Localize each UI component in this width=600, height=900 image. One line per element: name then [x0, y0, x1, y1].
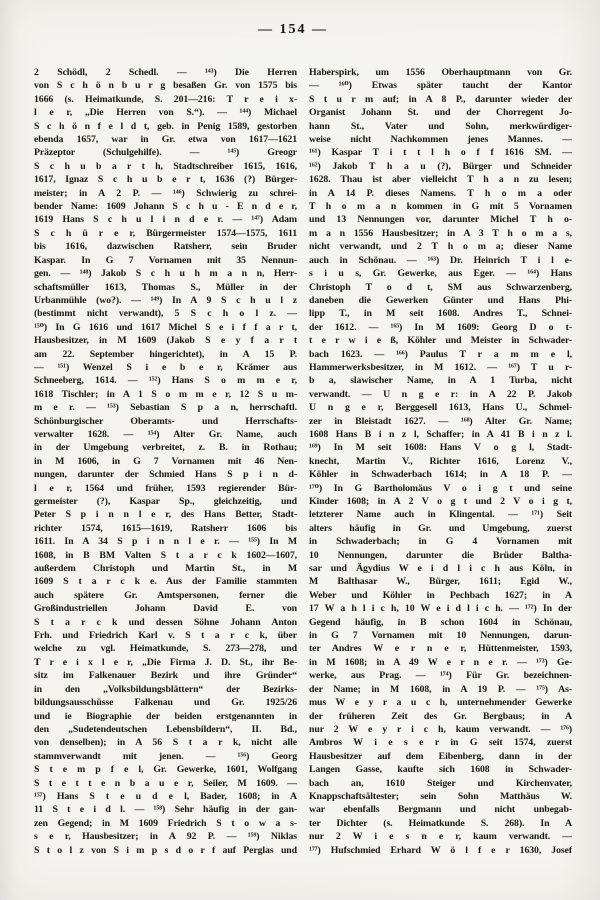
- text-line: weise nicht Nachkommen jenes Mannes. —: [309, 134, 572, 146]
- text-line: in G 7 Vornamen mit 10 Nennungen, darun-: [309, 630, 572, 642]
- text-line: in M 1608; in A 49 W e r n e r. — ¹⁷³) Ge-: [309, 656, 572, 668]
- text-line: Organist Johann St. und der Chorregent Jo-: [309, 107, 572, 119]
- text-line: 1608 Hans B i n z l, Schaffer; in A 41 B i n z l.: [309, 428, 572, 440]
- text-line: zer in Bleistadt 1627. — ¹⁶⁸) Alter Gr. Name;: [309, 415, 572, 427]
- text-line: Hausbesitzer, in M 1609 (Jakob S e y f a r t: [34, 335, 297, 347]
- text-line: nicht verwandt, und 2 T h o m a; dieser Name: [309, 241, 572, 253]
- text-line: S c h ö n f e l d t, geb. in Penig 1589, gestorben: [34, 120, 297, 132]
- text-line: Großindustriellen Johann David E. von: [34, 603, 297, 615]
- text-line: werke, aus Prag. — ¹⁷⁴) Für Gr. bezeichnen-: [309, 670, 572, 682]
- text-line: ¹⁵⁰) In G 1616 und 1617 Michel S e i f f a r t,: [34, 321, 297, 333]
- text-line: 1666 (s. Heimatkunde, S. 201—216: T r e i x-: [34, 93, 297, 105]
- left-column: [34, 66, 297, 857]
- text-line: U n g e r, Berggesell 1613, Hans U., Schmel-: [309, 402, 572, 414]
- text-line: Hammerwerksbesitzer, in M 1612. — ¹⁶⁷) T u r-: [309, 361, 572, 373]
- text-line: Schönburgischer Oberamts- und Herrschafts-: [34, 415, 297, 427]
- text-line: war ebenfalls Bergmann und nicht unbegab-: [309, 804, 572, 816]
- text-line: ¹⁶¹) Kaspar T i t t l h o f f 1616 SM. —: [309, 147, 572, 159]
- text-line: S c h ü r e r, Bürgermeister 1574—1575, 1611: [34, 227, 297, 239]
- text-line: germeister (?), Kaspar Sp., gleichzeitig, und: [34, 496, 297, 507]
- text-line: meister; in A 2 P. — ¹⁴⁶) Schwierig zu schrei-: [34, 187, 297, 199]
- text-line: den „Sudetendeutschen Lebensbildern“, II. Bd.,: [34, 723, 297, 735]
- text-line: Präzeptor (Schulgehilfe). — ¹⁴⁵) Greogr: [34, 147, 297, 159]
- text-line: — ¹⁶⁰) Etwas später taucht der Kantor: [309, 80, 572, 92]
- text-line: 1617, Ignaz S c h u b e r t, 1636 (?) Bürger-: [34, 174, 297, 186]
- text-line: in den „Volksbildungsblättern“ der Bezirks-: [34, 683, 297, 695]
- text-line: Peter S p i n n l e r, des Hans Better, Stadt-: [34, 509, 297, 521]
- text-line: welche zu vgl. Heimatkunde, S. 273—278, und: [34, 643, 297, 655]
- text-line: der 1612. — ¹⁶⁵) In M 1609: Georg D o t-: [309, 321, 572, 333]
- text-line: Gegend häufig, in B schon 1604 in Schönau,: [309, 616, 572, 628]
- text-line: Kinder 1608; in A 2 V o g t und 2 V o i g t,: [309, 496, 572, 507]
- text-line: auch in Schönau. — ¹⁶³) Dr. Heinrich T i l e-: [309, 254, 572, 266]
- text-line: 1609 S t a r c k e. Aus der Familie stammten: [34, 576, 297, 588]
- text-line: Weber und Köhler in Pechbach 1627; in A: [309, 589, 572, 601]
- right-column: [309, 66, 572, 857]
- text-line: verwalter 1628. — ¹⁵⁴) Alter Gr. Name, auch: [34, 428, 297, 440]
- text-line: s i u s, Gr. Gewerke, aus Eger. — ¹⁶⁴) Hans: [309, 268, 572, 280]
- text-line: in A 14 P. dieses Namens. T h o m a oder: [309, 187, 572, 199]
- text-line: 1619 Hans S c h u l i n d e r. — ¹⁴⁷) Adam: [34, 214, 297, 226]
- text-line: ¹⁶²) Jakob T h a u (?), Bürger und Schneider: [309, 160, 572, 172]
- text-line: S t u r m auf; in A 8 P., darunter wieder der: [309, 93, 572, 105]
- text-line: S t a r c k und dessen Söhne Johann Anton: [34, 616, 297, 628]
- text-line: 1611. In A 34 S p i n n l e r. — ¹⁵⁵) In M: [34, 536, 297, 548]
- text-line: bender Name: 1609 Johann S c h u - E n d e r,: [34, 201, 297, 213]
- text-line: Ambros W i e s e r in G seit 1574, zuerst: [309, 737, 572, 749]
- text-line: letzterer Name auch in Klingental. — ¹⁷¹) Seit: [309, 509, 572, 521]
- text-line: und ie Biographie der beiden erstgenannten in: [34, 710, 297, 722]
- text-line: Christoph T o d t, SM aus Schwarzenberg,: [309, 281, 572, 293]
- text-line: M Balthasar W., Bürger, 1611; Egid W.,: [309, 576, 572, 588]
- text-line: in Schwaderbach; in G 4 Vornamen mit: [309, 536, 572, 548]
- text-line: gen. — ¹⁴⁸) Jakob S c h u h m a n n, Herr-: [34, 268, 297, 280]
- text-line: (bestimmt nicht verwandt), 5 S c h o l z. —: [34, 308, 297, 320]
- text-line: auch spätere Gr. Amtspersonen, ferner die: [34, 589, 297, 601]
- text-line: ter Dichter (s. Heimatkunde S. 268). In A: [309, 817, 572, 829]
- text-line: 1618 Tischler; in A 1 S o m m e r, 12 S u m-: [34, 388, 297, 400]
- text-line: Langen Gasse, kaufte sich 1608 in Schwader-: [309, 764, 572, 776]
- text-line: ¹⁵⁷) Hans S t e u d e l, Bader, 1608; in A: [34, 790, 297, 802]
- text-line: bach an, 1610 Steiger und Kirchenvater,: [309, 777, 572, 789]
- text-line: 1608, in B BM Valten S t a r c k 1602—1607,: [34, 549, 297, 561]
- text-line: sitz im Falkenauer Bezirk und ihre Gründer“: [34, 670, 297, 682]
- text-line: und 13 Nennungen vor, darunter Michel T h o-: [309, 214, 572, 226]
- text-line: sar und Ägydius W e i d l i c h aus Köln, in: [309, 563, 572, 575]
- text-line: stammverwandt mit jenen. — ¹⁵⁶) Georg: [34, 750, 297, 762]
- text-line: knecht, Martin V., Richter 1616, Lorenz V.,: [309, 455, 572, 467]
- text-line: ¹⁷⁰) In G Bartholomäus V o i g t und seine: [309, 482, 572, 494]
- text-line: S t o l z von S i m p s d o r f auf Perglas und: [34, 844, 297, 856]
- text-line: bach 1623. — ¹⁶⁶) Paulus T r a m m e l,: [309, 348, 572, 360]
- text-line: S t e t t e n b a u e r, Seiler, M 1609. —: [34, 777, 297, 789]
- text-line: 10 Nennungen, darunter die Brüder Baltha-: [309, 549, 572, 561]
- text-line: T r e i x l e r, „Die Firma J. D. St., ihr Be-: [34, 656, 297, 668]
- text-line: — ¹⁵¹) Wenzel S i e b e r, Krämer aus: [34, 361, 297, 373]
- text-line: nur 2 W i e s n e r, kaum verwandt. —: [309, 831, 572, 843]
- text-line: m a n 1556 Hausbesitzer; in A 3 T h o m a s,: [309, 227, 572, 239]
- text-line: verwandt. — U n g e r: in A 22 P. Jakob: [309, 388, 572, 400]
- text-line: 11 S t e i d l. — ¹⁵⁸) Sehr häufig in der gan-: [34, 804, 297, 816]
- text-line: außerdem Christoph und Martin St., in M: [34, 563, 297, 575]
- text-line: lipp T., in M seit 1608. Andres T., Schnei-: [309, 308, 572, 320]
- text-line: zen Gegend; in M 1609 Friedrich S t o w a s-: [34, 817, 297, 829]
- text-line: S c h u b a r t h, Stadtschreiber 1615, 1616,: [34, 160, 297, 172]
- text-line: bildungsausschüsse Falkenau und Gr. 1925/26: [34, 697, 297, 709]
- text-line: T h o m a n kommen in G mit 5 Vornamen: [309, 201, 572, 213]
- text-line: am 22. September hingerichtet), in A 15 P.: [34, 348, 297, 360]
- text-line: Kaspar. In G 7 Vornamen mit 35 Nennun-: [34, 254, 297, 266]
- text-line: mus W e y r a u c h, unternehmender Gewerke: [309, 697, 572, 709]
- text-line: von S c h ö n b u r g besaßen Gr. von 1575 bis: [34, 80, 297, 92]
- text-line: S t e m p f e l, Gr. Gewerke, 1601, Wolfgang: [34, 764, 297, 776]
- text-line: Knappschaftsältester; sein Sohn Matthäus W.: [309, 790, 572, 802]
- text-line: b a, slawischer Name, in A 1 Turba, nicht: [309, 375, 572, 387]
- text-line: 2 Schödl, 2 Schedl. — ¹⁴³) Die Herren: [34, 67, 297, 78]
- text-line: bis 1616, dazwischen Ratsherr, sein Bruder: [34, 241, 297, 253]
- text-line: m e r. — ¹⁵³) Sebastian S p a n, herrschaftl.: [34, 402, 297, 414]
- text-line: von denselben); in A 56 S t a r k, nicht alle: [34, 737, 297, 749]
- text-line: ter Andres W e r n e r, Hüttenmeister, 1593,: [309, 643, 572, 655]
- text-line: nungen, darunter der Schmied Hans S p i n d-: [34, 469, 297, 481]
- text-line: ebenda 1657, war in Gr. etwa von 1617—1621: [34, 134, 297, 146]
- text-line: l e r, 1564 und früher, 1593 regierender Bür-: [34, 482, 297, 494]
- text-line: in M 1606, in G 7 Vornamen mit 46 Nen-: [34, 455, 297, 467]
- text-line: Haberspirk, um 1556 Oberhauptmann von Gr.: [309, 67, 572, 78]
- text-line: l e r, „Die Herren von S.“). — ¹⁴⁴) Michael: [34, 107, 297, 119]
- page-number: — 154 —: [258, 22, 328, 37]
- text-line: der früheren Zeit des Gr. Bergbaus; in A: [309, 710, 572, 722]
- text-line: t e r w i e ß, Köhler und Meister in Schwader-: [309, 335, 572, 347]
- text-line: alters häufig in Gr. und Umgebung, zuerst: [309, 522, 572, 534]
- text-line: richter 1574, 1615—1619, Ratsherr 1606 bis: [34, 522, 297, 534]
- text-line: ¹⁷⁷) Hufschmied Erhard W ö l f e r 1630, Josef: [309, 844, 572, 856]
- text-line: ¹⁶⁹) In M seit 1608: Hans V o g l, Stadt-: [309, 442, 572, 454]
- text-line: Frh. und Friedrich Karl v. S t a r c k, über: [34, 630, 297, 642]
- text-line: nur 2 W e y r i c h, kaum verwandt. — ¹⁷⁶): [309, 723, 572, 735]
- text-line: Köhler in Schwaderbach 1614; in A 18 P. —: [309, 469, 572, 481]
- text-line: 1628. Thau ist aber vielleicht T h a n zu lesen;: [309, 174, 572, 186]
- text-line: hann St., Vater und Sohn, merkwürdiger-: [309, 120, 572, 132]
- text-line: der Name; in M 1608, in A 19 P. — ¹⁷⁵) As-: [309, 683, 572, 695]
- text-line: schaftsmüller 1613, Thomas S., Müller in der: [34, 281, 297, 293]
- text-line: in der Umgebung verbreitet, z. B. in Rothau;: [34, 442, 297, 454]
- text-line: daneben die Gewerken Günter und Hans Phi-: [309, 294, 572, 306]
- text-line: Hausbesitzer auf dem Eibenberg, dann in der: [309, 750, 572, 762]
- text-line: Schneeberg, 1614. — ¹⁵²) Hans S o m m e r,: [34, 375, 297, 387]
- text-line: s e r, Hausbesitzer; in A 92 P. — ¹⁵⁹) Niklas: [34, 831, 297, 843]
- text-line: Urbanmühle (wo?). — ¹⁴⁹) In A 9 S c h u l z: [34, 294, 297, 306]
- text-columns: [34, 66, 572, 857]
- text-line: 17 W a h l i c h, 10 W e i d l i c h. — ¹⁷²) In der: [309, 603, 572, 615]
